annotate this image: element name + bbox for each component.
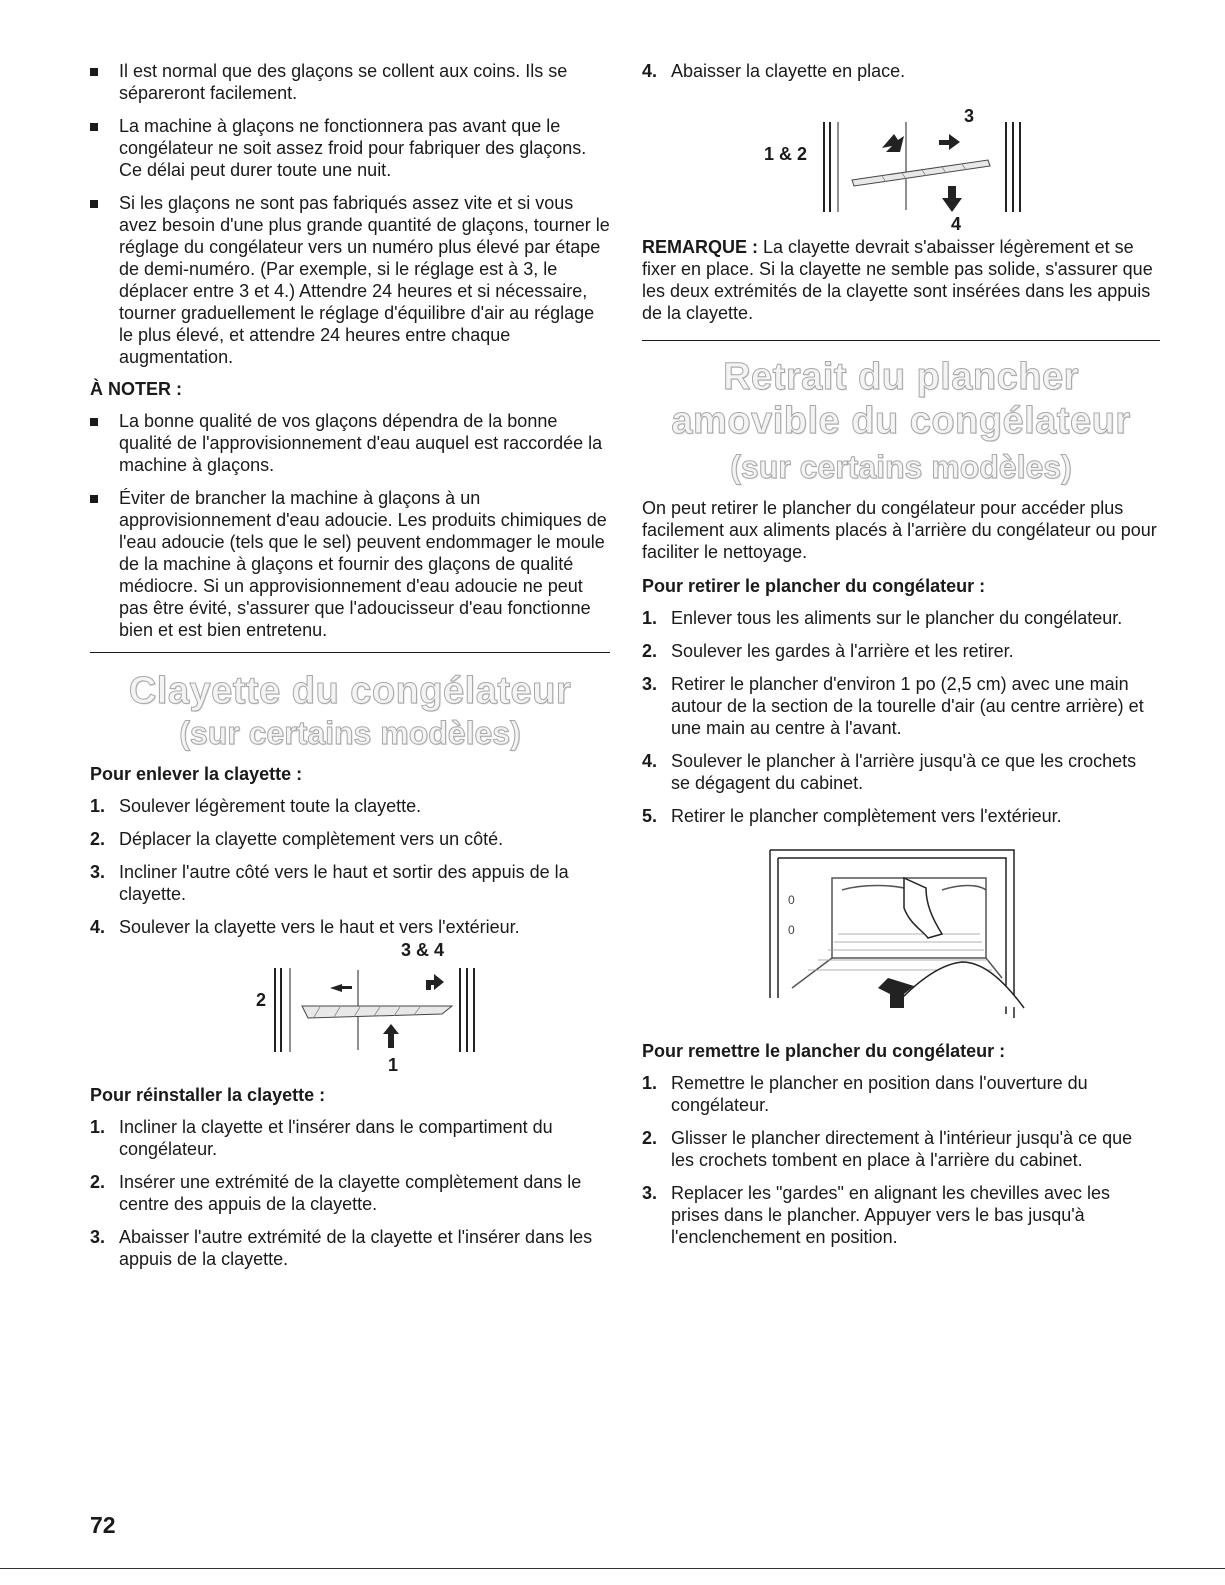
list-item (642, 750, 1160, 794)
freezer-floor-illustration (642, 838, 1160, 1028)
step-text: Remettre le plancher en position dans l'ouverture du congélateur. (671, 1073, 1088, 1115)
shelf-removal-figure (90, 940, 610, 1080)
step-number: 3. (90, 1227, 106, 1247)
list-item (642, 1072, 1160, 1116)
section-title-floor-line1: Retrait du plancher (723, 356, 1079, 398)
page-number: 72 (90, 1512, 116, 1538)
step-number: 3. (90, 862, 106, 882)
step-text: Soulever légèrement toute la clayette. (119, 796, 422, 816)
list-item (90, 916, 610, 938)
figure-label: 1 & 2 (764, 144, 808, 164)
reinstall-shelf-steps (90, 1116, 610, 1270)
reinstall-shelf-heading: Pour réinstaller la clayette : (90, 1085, 326, 1105)
step-text: Soulever les gardes à l'arrière et les retirer. (671, 641, 1014, 661)
list-item (642, 1182, 1160, 1248)
list-item (642, 640, 1160, 662)
step-text: Replacer les "gardes" en alignant les chevilles avec les prises dans le plancher. Appuyer vers le bas jusqu'à l'enclenchement en position. (671, 1183, 1111, 1247)
section-divider (90, 652, 610, 653)
replace-floor-heading: Pour remettre le plancher du congélateur : (642, 1041, 1006, 1061)
step-text: Retirer le plancher complètement vers l'extérieur. (671, 806, 1062, 826)
replace-floor-steps (642, 1072, 1160, 1248)
step-number: 2. (642, 1128, 658, 1148)
list-item: Il est normal que des glaçons se collent aux coins. Ils se sépareront facilement. (90, 60, 610, 104)
list-item (642, 60, 1160, 82)
remarque-text: La clayette devrait s'abaisser légèrement et se fixer en place. Si la clayette ne semble pas solide, s'assurer que les deux extrémités de la clayette sont insérées dans les appuis de la clayette. (642, 237, 1153, 323)
list-item: La bonne qualité de vos glaçons dépendra de la bonne qualité de l'approvisionnement d'eau auquel est raccordée la machine à glaçons. (90, 410, 610, 476)
section-title-shelf: Clayette du congélateur (128, 670, 572, 712)
svg-text:0: 0 (788, 923, 795, 937)
list-item (642, 805, 1160, 827)
step-number: 4. (642, 751, 658, 771)
shelf-lowering-figure (642, 82, 1160, 232)
step-text: Abaisser la clayette en place. (671, 61, 906, 81)
list-item (90, 1171, 610, 1215)
section-title-floor-line2: amovible du congélateur (671, 400, 1131, 442)
page-bottom-rule (0, 1568, 1225, 1569)
step-number: 4. (642, 61, 658, 81)
step-text: Incliner l'autre côté vers le haut et sortir des appuis de la clayette. (119, 862, 569, 904)
step-number: 1. (642, 608, 658, 628)
note-heading: À NOTER : (90, 379, 182, 399)
step-number: 2. (90, 829, 106, 849)
list-item (90, 795, 610, 817)
figure-label: 1 (388, 1055, 399, 1075)
step-number: 3. (642, 674, 658, 694)
figure-label: 3 (964, 106, 975, 126)
step-text: Retirer le plancher d'environ 1 po (2,5 cm) avec une main autour de la section de la tourelle d'air (au centre arrière) et une main au centre à l'avant. (671, 674, 1144, 738)
shelf-diagram (642, 82, 1160, 232)
list-item (642, 607, 1160, 629)
remove-floor-steps (642, 607, 1160, 827)
step-text: Déplacer la clayette complètement vers un côté. (119, 829, 504, 849)
shelf-diagram (90, 940, 610, 1080)
remarque-paragraph (642, 236, 1160, 324)
remove-shelf-heading: Pour enlever la clayette : (90, 764, 303, 784)
step-number: 2. (642, 641, 658, 661)
remarque-label: REMARQUE : (642, 237, 758, 257)
step-text: Enlever tous les aliments sur le plancher du congélateur. (671, 608, 1123, 628)
section-subtitle: (sur certains modèles) (179, 715, 521, 751)
freezer-floor-figure (642, 838, 1160, 1028)
floor-intro-paragraph: On peut retirer le plancher du congélateur pour accéder plus facilement aux aliments placés à l'arrière du congélateur ou pour faciliter le nettoyage. (642, 498, 1157, 562)
step-number: 1. (90, 796, 106, 816)
list-item: La machine à glaçons ne fonctionnera pas avant que le congélateur ne soit assez froid pour fabriquer des glaçons. Ce délai peut durer toute une nuit. (90, 115, 610, 181)
list-item (90, 861, 610, 905)
right-column (642, 60, 1160, 1259)
step-number: 4. (90, 917, 106, 937)
list-item (642, 673, 1160, 739)
step-text: Incliner la clayette et l'insérer dans le compartiment du congélateur. (119, 1117, 553, 1159)
step-text: Soulever la clayette vers le haut et vers l'extérieur. (119, 917, 520, 937)
step-text: Insérer une extrémité de la clayette complètement dans le centre des appuis de la clayette. (119, 1172, 582, 1214)
left-column (90, 60, 610, 1281)
list-item (90, 1116, 610, 1160)
list-item: Éviter de brancher la machine à glaçons à un approvisionnement d'eau adoucie. Les produits chimiques de l'eau adoucie (tels que le sel) peuvent endommager le moule de la machine à glaçons et fournir des glaçons de qualité médiocre. Si un approvisionnement d'eau adoucie ne peut pas être évité, s'assurer que l'adoucisseur d'eau fonctionne bien et est bien entretenu. (90, 487, 610, 641)
step-number: 3. (642, 1183, 658, 1203)
svg-text:0: 0 (788, 893, 795, 907)
figure-label: 4 (951, 214, 962, 234)
ice-tips-list (90, 60, 610, 368)
figure-label: 3 & 4 (401, 940, 445, 960)
step-text: Soulever le plancher à l'arrière jusqu'à ce que les crochets se dégagent du cabinet. (671, 751, 1137, 793)
step-number: 5. (642, 806, 658, 826)
figure-label: 2 (256, 990, 267, 1010)
section-divider (642, 340, 1160, 341)
remove-shelf-steps (90, 795, 610, 938)
list-item: Si les glaçons ne sont pas fabriqués assez vite et si vous avez besoin d'une plus grande quantité de glaçons, tourner le réglage du congélateur vers un numéro plus élevé par étape de demi-numéro. (Par exemple, si le réglage est à 3, le déplacer entre 3 et 4.) Attendre 24 heures et si nécessaire, tourner graduellement le réglage d'équilibre d'air au réglage le plus élevé, et attendre 24 heures entre chaque augmentation. (90, 192, 610, 368)
list-item (90, 1226, 610, 1270)
list-item (642, 1127, 1160, 1171)
lower-shelf-step (642, 60, 1160, 82)
remove-floor-heading: Pour retirer le plancher du congélateur : (642, 576, 986, 596)
list-item (90, 828, 610, 850)
step-text: Abaisser l'autre extrémité de la clayette et l'insérer dans les appuis de la clayette. (119, 1227, 593, 1269)
step-number: 1. (642, 1073, 658, 1093)
step-number: 2. (90, 1172, 106, 1192)
step-number: 1. (90, 1117, 106, 1137)
note-list (90, 410, 610, 641)
section-subtitle: (sur certains modèles) (730, 449, 1072, 485)
step-text: Glisser le plancher directement à l'intérieur jusqu'à ce que les crochets tombent en place à l'arrière du cabinet. (671, 1128, 1133, 1170)
